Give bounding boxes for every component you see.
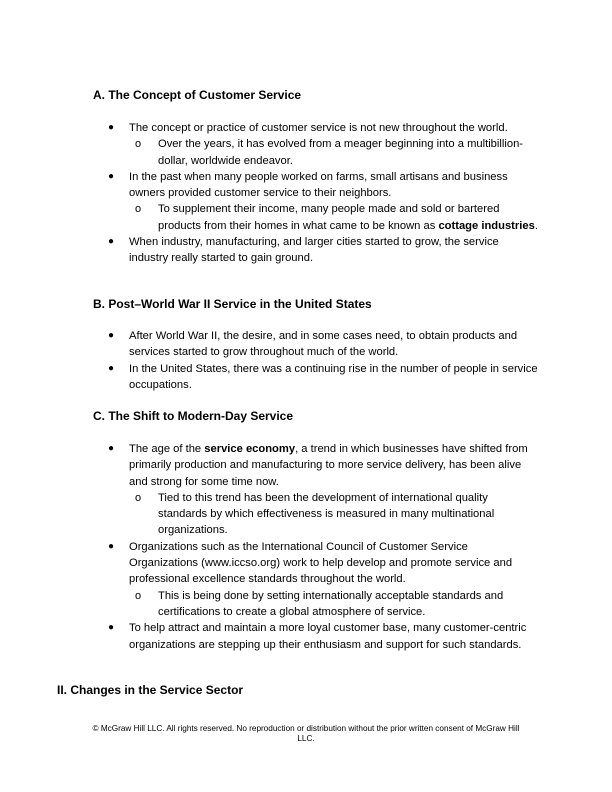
section-c-heading: C. The Shift to Modern-Day Service: [93, 409, 294, 423]
list-item-text: To help attract and maintain a more loyal customer base, many customer-centric organizations are stepping up their enthusiasm and support for such standards.: [129, 622, 527, 651]
bullet-marker: ●: [108, 170, 115, 182]
list-item: [108, 620, 539, 653]
sub-list-item-text: This is being done by setting internationally acceptable standards and certifications to create a global atmosphere of service.: [158, 589, 504, 618]
copyright-footer: © McGraw Hill LLC. All rights reserved. No reproduction or distribution without the prior written consent of McGraw Hill LLC.: [92, 724, 520, 743]
sub-list-item: [135, 588, 539, 621]
list-item: [108, 441, 539, 539]
list-item: [108, 539, 539, 620]
list-item-text: In the past when many people worked on farms, small artisans and business owners provided customer service to their neighbors.: [129, 170, 508, 200]
bullet-marker: ●: [108, 236, 115, 248]
sub-list-item-text: Tied to this trend has been the development of international quality standards by which effectiveness is measured in many multinational organizations.: [158, 491, 495, 537]
sub-bullet-marker: o: [135, 589, 142, 602]
section-b-heading: B. Post–World War II Service in the United States: [93, 297, 372, 311]
sub-bullet-marker: o: [135, 138, 142, 151]
bullet-marker: ●: [108, 622, 115, 634]
list-item: [108, 234, 539, 267]
sub-list-item-text-end: .: [534, 219, 538, 232]
list-item-text: The concept or practice of customer service is not new throughout the world.: [129, 122, 508, 134]
bullet-marker: ●: [108, 443, 115, 454]
section-ii-heading: II. Changes in the Service Sector: [57, 683, 244, 697]
sub-list-item: [135, 136, 539, 169]
bullet-marker: ●: [108, 540, 115, 552]
list-item: [108, 120, 539, 169]
sub-bullet-marker: o: [135, 203, 142, 216]
list-item: [108, 361, 539, 394]
list-item-text: When industry, manufacturing, and larger cities started to grow, the service industry really started to gain ground.: [129, 236, 499, 265]
list-item-text: In the United States, there was a continuing rise in the number of people in service occupations.: [129, 362, 538, 391]
list-item-text: After World War II, the desire, and in some cases need, to obtain products and services started to grow throughout much of the world.: [129, 330, 518, 359]
bullet-marker: ●: [108, 122, 115, 133]
list-item-text: Organizations such as the International Council of Customer Service Organizations (www.iccso.org) work to help develop and promote service and professional excellence standards throughout the world.: [129, 540, 513, 586]
sub-list-item: [135, 201, 539, 234]
bullet-marker: ●: [108, 330, 115, 341]
list-item-text-continued: , a trend in which businesses have shifted from primarily production and manufacturing to more service delivery, has been alive and strong for some time now.: [129, 443, 528, 488]
sub-list-item-text: To supplement their income, many people made and sold or bartered products from their homes in what came to be known as: [158, 203, 500, 232]
section-c-list: [108, 441, 539, 653]
sub-list-item-text: Over the years, it has evolved from a meager beginning into a multibillion-dollar, worldwide endeavor.: [158, 138, 524, 167]
list-item: [108, 328, 539, 361]
list-item: [108, 169, 539, 234]
term-service-economy: service economy: [204, 443, 296, 455]
sub-bullet-marker: o: [135, 491, 142, 504]
section-a-heading: A. The Concept of Customer Service: [93, 88, 302, 102]
section-a-list: [108, 120, 539, 267]
list-item-text: The age of the: [129, 443, 205, 455]
sub-list-item: [135, 490, 539, 539]
section-b-list: [108, 328, 539, 393]
term-cottage-industries: cottage industries: [438, 219, 535, 232]
bullet-marker: ●: [108, 362, 115, 374]
